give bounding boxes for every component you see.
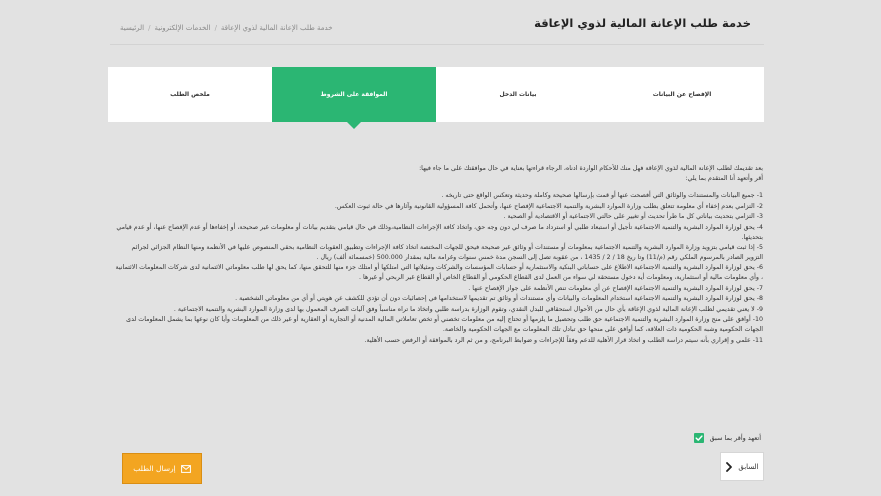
envelope-icon	[181, 465, 191, 473]
chevron-right-icon	[725, 462, 733, 472]
step-income-data[interactable]: بيانات الدخل	[436, 67, 600, 122]
term-item: 10- أوافق على منح وزارة الموارد البشرية والتنمية الاجتماعية حق طلب وتحصيل ما يلزمها أو تحتاج إليه من معلومات تخصني أو تخص تعاملاتي المالية المدنية أو التجارية أو العقارية أو غير ذلك من المعلومات وأيا كان نوعها بما يشمل المعلومات لدى الجهات الحكومية وشبه الحكومية ذات العلاقة، كما أوافق على منحها حق تبادل تلك المعلومات مع الجهات الحكومية والخاصة.	[126, 316, 763, 333]
breadcrumb-item-home[interactable]: الرئيسية	[120, 24, 145, 32]
step-request-summary[interactable]: ملخص الطلب	[108, 67, 272, 122]
term-item: 6- يحق لوزارة الموارد البشرية والتنمية الاجتماعية الاطلاع على حساباتي البنكية والاستثمارية أو حسابات المؤسسات والشركات ومثيلاتها التي امتلكها أو امتلك جزء منها للتحقق منها، كما يحق لها طلب معلوماتي الائتمانية لدى شركات المعلومات الائتمانية ، وأي معلومات مالية أو استثمارية، ومعلومات أية دخول مستحقة لي سواء من العمل لدى القطاع الحكومي أو القطاع الخاص أو القطاع غير الربحي أو غيرها .	[115, 264, 763, 281]
breadcrumb-item-current: خدمة طلب الإعانة المالية لذوي الإعاقة	[220, 24, 333, 32]
submit-request-button[interactable]	[122, 453, 202, 484]
term-item: 4- يحق لوزارة الموارد البشرية والتنمية الاجتماعية تأجيل أو استبعاد طلبي أو استرداد ما صرف لي دون وجه حق، واتخاذ كافة الإجراءات النظامية،وذلك في حال قيامي بتقديم بيانات أو معلومات غير صحيحة، أو إخفاءها أو عدم الإفصاح عنها، أو عدم قيامي بتحديثها.	[116, 223, 763, 241]
term-item: 5- إذا ثبت قيامي بتزويد وزارة الموارد البشرية والتنمية الاجتماعية بمعلومات أو مستندات أو وثائق غير صحيحة فيحق للجهات المختصة اتخاذ كافة الإجراءات وتطبيق العقوبات النظامية بحقي المنصوص عليها في الأنظمة ومنها النظام الجزائي لجرائم التزوير الصادر بالمرسوم الملكي رقم (م/11) وتا ريخ 18 / 2 / 1435 ، من عقوبة تصل إلى السجن مدة خمس سنوات وغرامة مالية بمقدار 500.000 (خمسمائة ألف) ريال .	[131, 244, 763, 261]
checkmark-icon	[695, 434, 703, 442]
header-divider	[110, 44, 764, 45]
agreement-row	[694, 433, 761, 443]
term-item: 2- التزامي بعدم إخفاء أي معلومة تتعلق بطلب وزارة الموارد البشرية والتنمية الاجتماعية الإفصاح عنها، وأتحمل كافة المسؤولية القانونية وآثارها في حالة ثبوت العكس.	[334, 202, 763, 210]
terms-intro	[115, 164, 763, 183]
terms-list	[115, 191, 763, 345]
step-disclosure[interactable]: الإفصاح عن البيانات	[600, 67, 764, 122]
submit-button-label: إرسال الطلب	[133, 464, 176, 473]
term-item: 9- لا يعني تقديمي لطلب الإعانة المالية لذوي الإعاقة بأي حال من الأحوال استحقاقي للبدل النقدي، وتقوم الوزارة بدراسة طلبي واتخاذ ما تراه مناسباً وفق آليات الصرف المعمول بها لدى وزارة الموارد البشرية والتنمية الاجتماعية .	[173, 305, 763, 313]
breadcrumb-item-services[interactable]: الخدمات الإلكترونية	[154, 24, 211, 32]
agreement-checkbox[interactable]	[694, 433, 704, 443]
term-item: 7- يحق لوزارة الموارد البشرية والتنمية الاجتماعية الإفصاح عن أي معلومات تنص الأنظمة على جواز الإفصاح عنها .	[468, 284, 763, 292]
wizard-steps	[108, 67, 764, 122]
term-item: 11- علمي و إقراري بأنه سيتم دراسة الطلب و اتخاذ قرار الأهلية للدعم وفقاً للإجراءات و ضوابط البرنامج، و من ثم الرد بالموافقة أو الرفض حسب الأهلية.	[364, 336, 763, 344]
term-item: 1- جميع البيانات والمستندات والوثائق التي أفصحت عنها أو قمت بإرسالها صحيحة وكاملة وحديثة وتعكس الواقع حتى تاريخه .	[441, 192, 763, 200]
intro-text: بعد تقديمك لطلب الإعانة المالية لذوي الإعاقة فهل منك للأحكام الواردة ادناه، الرجاء قراءتها بعناية في حال موافقتك على ما جاء فيها:	[419, 165, 763, 172]
back-button-label: السابق	[738, 462, 759, 471]
agreement-label[interactable]: أتعهد وأقر بما سبق	[709, 434, 761, 442]
breadcrumb-separator: /	[214, 24, 217, 32]
step-terms-agreement[interactable]: الموافقة على الشروط	[272, 67, 436, 122]
terms-content	[115, 164, 763, 346]
intro-declaration: أقر وأتعهد أنا المتقدم بما يلي:	[685, 174, 763, 182]
term-item: 3- التزامي بتحديث بياناتي كل ما طرأ تحديث أو تغيير على حالتي الاجتماعية أو الاقتصادية أو الصحية .	[503, 213, 763, 221]
page-title: خدمة طلب الإعانة المالية لذوي الإعاقة	[534, 16, 751, 30]
back-button[interactable]	[720, 452, 764, 481]
breadcrumb	[120, 24, 333, 32]
breadcrumb-separator: /	[148, 24, 151, 32]
term-item: 8- يحق لوزارة الموارد البشرية والتنمية الاجتماعية استخدام المعلومات والبيانات وأي مستندات أو وثائق تم تقديمها لاستخدامها في إحصائيات دون أن تؤدي للكشف عن هويتي أو أي من معلوماتي الشخصية .	[235, 295, 763, 303]
